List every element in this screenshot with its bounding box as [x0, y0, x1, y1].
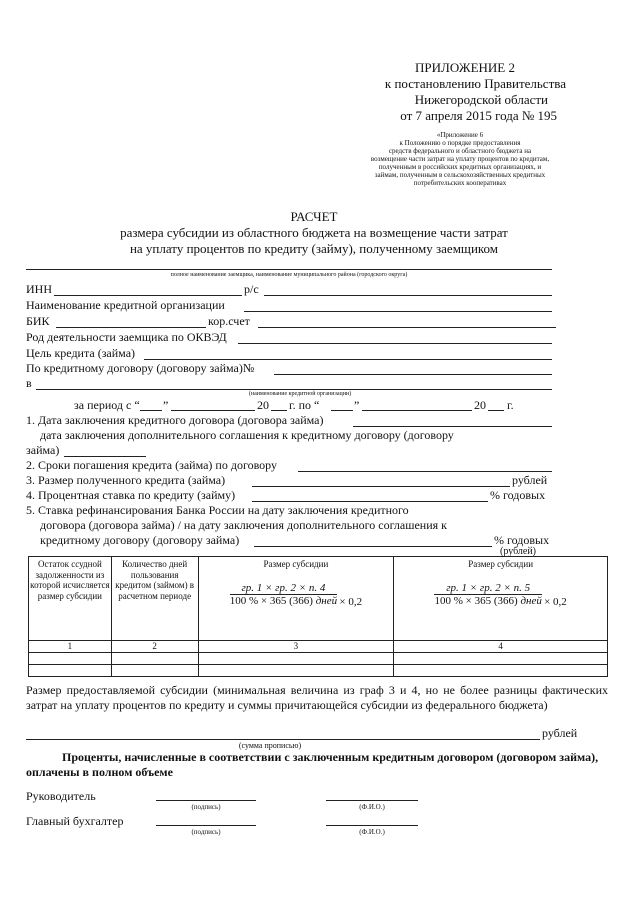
period-from-day[interactable] [140, 410, 162, 411]
small-line-6: займам, полученным в сельскохозяйственных кредитных [374, 171, 546, 179]
account-field[interactable] [264, 295, 552, 296]
formula-3-mult: × 0,2 [339, 595, 363, 608]
borrower-caption: полное наименование заемщика, наименование муниципального района (городского округа) [170, 272, 408, 278]
item-3-field[interactable] [252, 486, 510, 487]
small-line-1: «Приложение 6 [436, 131, 484, 139]
subsidy-table [28, 556, 608, 677]
formula-3-denominator [230, 595, 337, 607]
formula-4 [394, 583, 607, 608]
formula-4-den-a: 100 % × 365 (366) [434, 595, 521, 607]
title-line-1: размера субсидии из областного бюджета на возмещение части затрат [120, 225, 508, 240]
head-label: Руководитель [26, 789, 96, 803]
table-header-row [29, 557, 608, 641]
item-1-additional: дата заключения дополнительного соглашения к кредитному договору (договору [40, 428, 454, 442]
document-title: РАСЧЕТ [290, 209, 338, 224]
year-label-2: 20 [474, 398, 486, 412]
col-number-2: 2 [111, 641, 198, 653]
formula-3-fraction [230, 583, 337, 607]
year-suffix: г. [507, 398, 514, 412]
header-col-3-label: Размер субсидии [263, 559, 329, 569]
item-5-unit: % годовых [494, 533, 550, 547]
appendix-title: ПРИЛОЖЕНИЕ 2 [415, 60, 515, 75]
item-1-additional-end: займа) [26, 443, 60, 457]
small-line-7: потребительских кооперативах [413, 179, 507, 187]
head-fio-field[interactable] [326, 800, 418, 801]
item-1-label: 1. Дата заключения кредитного договора (договора займа) [26, 413, 324, 427]
item-4-label: 4. Процентная ставка по кредиту (займу) [26, 488, 236, 502]
subsidy-amount-field[interactable] [26, 739, 540, 740]
table-cell[interactable] [394, 664, 608, 676]
bik-field[interactable] [56, 327, 206, 328]
formula-4-fraction [434, 583, 541, 607]
table-row [29, 664, 608, 676]
rubles-note: (рублей) [500, 546, 537, 557]
table-cell[interactable] [111, 652, 198, 664]
accountant-fio-field[interactable] [326, 825, 418, 826]
formula-4-denominator [434, 595, 541, 607]
amount-caption: (сумма прописью) [238, 741, 302, 750]
formula-4-den-b: дней [520, 595, 542, 607]
period-to-month[interactable] [362, 410, 472, 411]
table-cell[interactable] [394, 652, 608, 664]
head-fio-caption: (Ф.И.О.) [359, 803, 385, 811]
bik-label: БИК [26, 314, 50, 328]
item-5-field[interactable] [254, 546, 492, 547]
formula-3 [199, 583, 394, 608]
small-line-2: к Положению о порядке предоставления [399, 139, 521, 147]
period-from-month[interactable] [171, 410, 255, 411]
formula-4-numerator: гр. 1 × гр. 2 × п. 5 [434, 583, 541, 596]
in-label: в [26, 376, 32, 390]
item-2-field[interactable] [298, 471, 552, 472]
credit-org-caption: (наименование кредитной организации) [248, 391, 352, 397]
contract-field[interactable] [274, 374, 552, 375]
table-row-numbers [29, 641, 608, 653]
account-label: р/с [244, 282, 259, 296]
table-cell[interactable] [29, 652, 112, 664]
corr-account-field[interactable] [258, 327, 556, 328]
col-number-4: 4 [394, 641, 608, 653]
inn-label: ИНН [26, 282, 52, 296]
accountant-fio-caption: (Ф.И.О.) [359, 828, 385, 836]
item-2-label: 2. Сроки погашения кредита (займа) по договору [26, 458, 277, 472]
period-from-label: за период с “ [74, 398, 140, 412]
col-number-3: 3 [198, 641, 394, 653]
period-from-year[interactable] [271, 410, 287, 411]
period-to-year[interactable] [488, 410, 504, 411]
formula-3-den-a: 100 % × 365 (366) [229, 595, 316, 607]
header-col-4 [394, 557, 608, 641]
table-cell[interactable] [198, 664, 394, 676]
date-number: от 7 апреля 2015 года № 195 [400, 108, 557, 123]
bank-field[interactable] [36, 389, 552, 390]
accountant-label: Главный бухгалтер [26, 814, 124, 828]
accountant-signature-caption: (подпись) [191, 828, 221, 836]
period-to-label: г. по “ [289, 398, 320, 412]
head-signature-field[interactable] [156, 800, 256, 801]
quote-close-2: ” [354, 398, 360, 412]
item-3-unit: рублей [512, 473, 548, 487]
table-cell[interactable] [29, 664, 112, 676]
header-col-3 [198, 557, 394, 641]
header-col-2: Количество дней пользования кредитом (займом) в расчетном периоде [111, 557, 198, 641]
header-col-4-label: Размер субсидии [468, 559, 534, 569]
contract-label: По кредитному договору (договору займа)№ [26, 361, 255, 375]
to-resolution: к постановлению Правительства [384, 76, 566, 91]
item-1-field[interactable] [353, 426, 552, 427]
rubles-label: рублей [542, 726, 578, 740]
small-line-3: средств федерального и областного бюджета на [388, 147, 532, 155]
item-5-label: 5. Ставка рефинансирования Банка России на дату заключения кредитного [26, 503, 409, 517]
item-3-label: 3. Размер полученного кредита (займа) [26, 473, 226, 487]
small-line-5: полученным в российских кредитных организациях, и [378, 163, 542, 171]
period-to-day[interactable] [331, 410, 353, 411]
table-row [29, 652, 608, 664]
item-5-line-2: договора (договора займа) / на дату заключения дополнительного соглашения к [40, 518, 447, 532]
item-4-field[interactable] [252, 501, 488, 502]
header-col-1: Остаток ссудной задолженности из которой исчисляется размер субсидии [29, 557, 112, 641]
purpose-field[interactable] [144, 359, 552, 360]
table-cell[interactable] [198, 652, 394, 664]
item-5-line-3: кредитному договору (договору займа) [40, 533, 240, 547]
credit-org-field[interactable] [244, 311, 552, 312]
table-cell[interactable] [111, 664, 198, 676]
subsidy-text: Размер предоставляемой субсидии (минимальная величина из граф 3 и 4, но не более разницы фактических затрат на уплату процентов по кредиту и суммы причитающейся субсидии из федерального бюджета) [26, 683, 608, 712]
purpose-label: Цель кредита (займа) [26, 346, 136, 360]
formula-3-numerator: гр. 1 × гр. 2 × п. 4 [230, 583, 337, 596]
year-label-1: 20 [257, 398, 269, 412]
small-line-4: возмещение части затрат на уплату процентов по кредитам, [370, 155, 550, 163]
okved-label: Род деятельности заемщика по ОКВЭД [26, 330, 227, 344]
item-4-unit: % годовых [490, 488, 546, 502]
item-1-additional-field[interactable] [64, 456, 146, 457]
head-signature-caption: (подпись) [191, 803, 221, 811]
accountant-signature-field[interactable] [156, 825, 256, 826]
credit-org-label: Наименование кредитной организации [26, 298, 225, 312]
okved-field[interactable] [238, 343, 552, 344]
interest-paid-text: Проценты, начисленные в соответствии с заключенным кредитным договором (договором займа), оплачены в полном объеме [26, 750, 599, 779]
col-number-1: 1 [29, 641, 112, 653]
formula-3-den-b: дней [315, 595, 338, 607]
inn-field[interactable] [54, 295, 242, 296]
quote-close-1: ” [163, 398, 169, 412]
borrower-line[interactable] [26, 269, 552, 270]
title-line-2: на уплату процентов по кредиту (займу), полученному заемщиком [129, 241, 499, 256]
formula-4-mult: × 0,2 [544, 595, 567, 608]
corr-account-label: кор.счет [208, 314, 250, 328]
small-header-block [340, 131, 580, 187]
region: Нижегородской области [414, 92, 548, 107]
